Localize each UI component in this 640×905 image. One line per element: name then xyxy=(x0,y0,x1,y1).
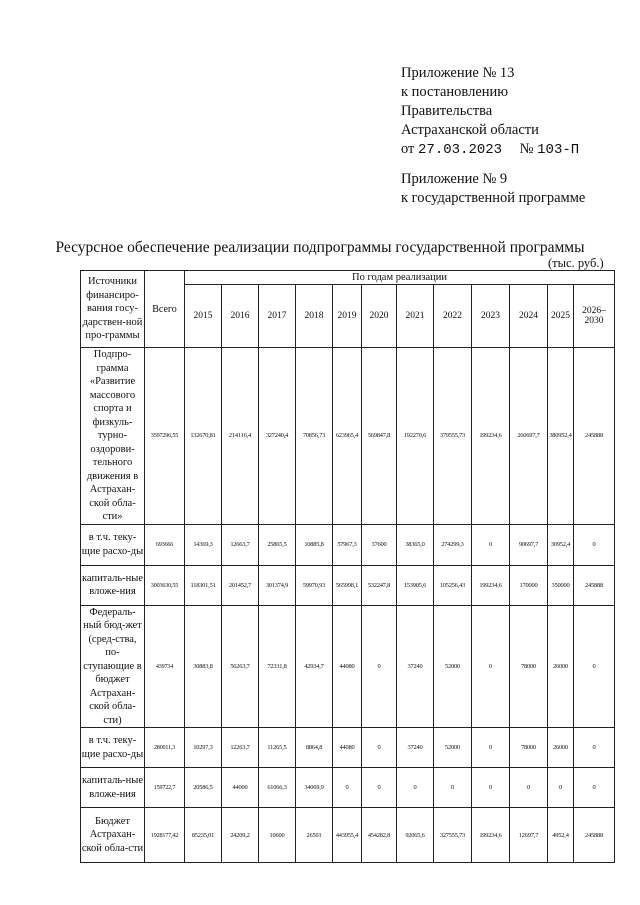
year-value-cell: 153905,6 xyxy=(397,565,434,605)
table-row xyxy=(81,524,615,565)
table-row xyxy=(81,348,615,525)
year-value-cell: 10885,8 xyxy=(296,524,333,565)
header-source: Источники финансиро-вания госу-дарствен-ной про-граммы xyxy=(81,271,145,348)
appendix-13-line: Приложение № 13 xyxy=(401,65,515,81)
decree-date: 27.03.2023 xyxy=(418,142,503,158)
table-row xyxy=(81,605,615,728)
year-value-cell: 12263,7 xyxy=(222,728,259,768)
year-value-cell: 0 xyxy=(548,768,574,808)
year-value-cell: 38365,0 xyxy=(397,524,434,565)
year-value-cell: 61066,3 xyxy=(259,768,296,808)
table-row xyxy=(81,768,615,808)
table-row xyxy=(81,565,615,605)
year-value-cell: 30952,4 xyxy=(548,524,574,565)
units-label: (тыс. руб.) xyxy=(548,256,604,270)
year-value-cell: 37600 xyxy=(362,524,397,565)
year-value-cell: 199234,6 xyxy=(472,808,510,863)
year-value-cell: 37240 xyxy=(397,728,434,768)
year-value-cell: 90697,7 xyxy=(510,524,548,565)
year-value-cell: 201452,7 xyxy=(222,565,259,605)
header-total: Всего xyxy=(145,271,185,348)
year-value-cell: 301374,9 xyxy=(259,565,296,605)
row-source-label: в т.ч. теку-щие расхо-ды xyxy=(81,524,145,565)
appendix-9-line: Приложение № 9 xyxy=(401,171,508,187)
row-total-cell: 3003630,55 xyxy=(145,565,185,605)
year-value-cell: 380952,4 xyxy=(548,348,574,525)
year-value-cell: 92065,6 xyxy=(397,808,434,863)
year-value-cell: 44080 xyxy=(333,728,362,768)
year-value-cell: 59970,93 xyxy=(296,565,333,605)
year-header: 2025 xyxy=(548,285,574,348)
year-value-cell: 34069,9 xyxy=(296,768,333,808)
year-value-cell: 623965,4 xyxy=(333,348,362,525)
date-prefix: от xyxy=(401,141,415,157)
year-value-cell: 78000 xyxy=(510,605,548,728)
year-value-cell: 78000 xyxy=(510,728,548,768)
decree-number: 103-П xyxy=(537,142,580,158)
row-total-cell: 159722,7 xyxy=(145,768,185,808)
year-value-cell: 132670,81 xyxy=(185,348,222,525)
year-value-cell: 11265,5 xyxy=(259,728,296,768)
year-value-cell: 14369,3 xyxy=(185,524,222,565)
year-value-cell: 0 xyxy=(472,768,510,808)
year-value-cell: 245888 xyxy=(574,565,615,605)
year-value-cell: 8864,8 xyxy=(296,728,333,768)
appendix-9-line: к государственной программе xyxy=(401,190,586,206)
year-value-cell: 0 xyxy=(574,524,615,565)
year-value-cell: 10600 xyxy=(259,808,296,863)
year-value-cell: 25865,5 xyxy=(259,524,296,565)
year-value-cell: 118301,51 xyxy=(185,565,222,605)
year-value-cell: 105256,43 xyxy=(434,565,472,605)
row-total-cell: 693666 xyxy=(145,524,185,565)
year-value-cell: 379555,73 xyxy=(434,348,472,525)
year-value-cell: 52000 xyxy=(434,728,472,768)
row-source-label: Бюджет Астрахан-ской обла-сти xyxy=(81,808,145,863)
year-header: 2022 xyxy=(434,285,472,348)
year-value-cell: 42934,7 xyxy=(296,605,333,728)
year-value-cell: 57967,3 xyxy=(333,524,362,565)
appendix-13-line: Правительства xyxy=(401,103,493,119)
row-total-cell: 280011,3 xyxy=(145,728,185,768)
year-value-cell: 44080 xyxy=(333,605,362,728)
year-value-cell: 26000 xyxy=(548,605,574,728)
year-value-cell: 85235,01 xyxy=(185,808,222,863)
year-value-cell: 26501 xyxy=(296,808,333,863)
year-value-cell: 0 xyxy=(574,605,615,728)
row-total-cell: 1928177,42 xyxy=(145,808,185,863)
document-title: Ресурсное обеспечение реализации подпрограммы государственной программы xyxy=(55,239,585,256)
year-value-cell: 0 xyxy=(472,524,510,565)
number-sign: № xyxy=(519,141,534,157)
table-row xyxy=(81,808,615,863)
year-header: 2021 xyxy=(397,285,434,348)
year-value-cell: 52000 xyxy=(434,605,472,728)
year-value-cell: 350000 xyxy=(548,565,574,605)
row-source-label: капиталь-ные вложе-ния xyxy=(81,565,145,605)
year-value-cell: 170000 xyxy=(510,565,548,605)
year-value-cell: 443955,4 xyxy=(333,808,362,863)
year-value-cell: 565998,1 xyxy=(333,565,362,605)
year-value-cell: 274299,3 xyxy=(434,524,472,565)
year-value-cell: 0 xyxy=(434,768,472,808)
year-value-cell: 0 xyxy=(362,768,397,808)
year-header: 2020 xyxy=(362,285,397,348)
year-header: 2026–2030 xyxy=(574,285,615,348)
year-value-cell: 24209,2 xyxy=(222,808,259,863)
year-value-cell: 327240,4 xyxy=(259,348,296,525)
year-value-cell: 192270,6 xyxy=(397,348,434,525)
year-value-cell: 12697,7 xyxy=(510,808,548,863)
year-value-cell: 0 xyxy=(574,728,615,768)
year-value-cell: 72331,8 xyxy=(259,605,296,728)
year-header: 2016 xyxy=(222,285,259,348)
year-header: 2015 xyxy=(185,285,222,348)
year-value-cell: 327555,73 xyxy=(434,808,472,863)
appendix-13-line: Астраханской области xyxy=(401,122,539,138)
row-total-cell: 3597296,55 xyxy=(145,348,185,525)
year-header: 2019 xyxy=(333,285,362,348)
year-value-cell: 56263,7 xyxy=(222,605,259,728)
year-value-cell: 532247,8 xyxy=(362,565,397,605)
appendix-13-block xyxy=(401,64,579,160)
year-value-cell: 0 xyxy=(574,768,615,808)
header-by-years: По годам реализации xyxy=(185,271,615,285)
year-value-cell: 70856,73 xyxy=(296,348,333,525)
year-value-cell: 4952,4 xyxy=(548,808,574,863)
year-value-cell: 0 xyxy=(397,768,434,808)
year-value-cell: 37240 xyxy=(397,605,434,728)
year-value-cell: 245888 xyxy=(574,808,615,863)
year-value-cell: 30883,8 xyxy=(185,605,222,728)
year-value-cell: 199234,6 xyxy=(472,348,510,525)
row-source-label: Подпро-грамма «Развитие массового спорта и физкуль-турно-оздорови-тельного движения в Астрахан-ской обла-сти» xyxy=(81,348,145,525)
row-source-label: капиталь-ные вложе-ния xyxy=(81,768,145,808)
year-header: 2023 xyxy=(472,285,510,348)
year-value-cell: 245888 xyxy=(574,348,615,525)
year-value-cell: 199234,6 xyxy=(472,565,510,605)
year-value-cell: 10297,3 xyxy=(185,728,222,768)
appendix-9-block xyxy=(401,170,585,208)
year-value-cell: 44000 xyxy=(222,768,259,808)
year-value-cell: 0 xyxy=(472,605,510,728)
year-value-cell: 0 xyxy=(510,768,548,808)
year-value-cell: 20586,5 xyxy=(185,768,222,808)
year-value-cell: 0 xyxy=(362,605,397,728)
year-header: 2017 xyxy=(259,285,296,348)
financing-table xyxy=(80,270,615,863)
year-header: 2018 xyxy=(296,285,333,348)
table-row xyxy=(81,728,615,768)
year-value-cell: 569847,8 xyxy=(362,348,397,525)
year-value-cell: 454282,8 xyxy=(362,808,397,863)
row-source-label: Федераль-ный бюд-жет (сред-ства, по-ступающие в бюджет Астрахан-ской обла-сти) xyxy=(81,605,145,728)
year-value-cell: 0 xyxy=(472,728,510,768)
row-total-cell: 439734 xyxy=(145,605,185,728)
year-value-cell: 12663,7 xyxy=(222,524,259,565)
year-value-cell: 0 xyxy=(333,768,362,808)
year-value-cell: 0 xyxy=(362,728,397,768)
year-value-cell: 26000 xyxy=(548,728,574,768)
appendix-13-line: к постановлению xyxy=(401,84,509,100)
year-header: 2024 xyxy=(510,285,548,348)
year-value-cell: 260697,7 xyxy=(510,348,548,525)
appendix-13-date-line xyxy=(401,140,579,160)
row-source-label: в т.ч. теку-щие расхо-ды xyxy=(81,728,145,768)
year-value-cell: 214116,4 xyxy=(222,348,259,525)
